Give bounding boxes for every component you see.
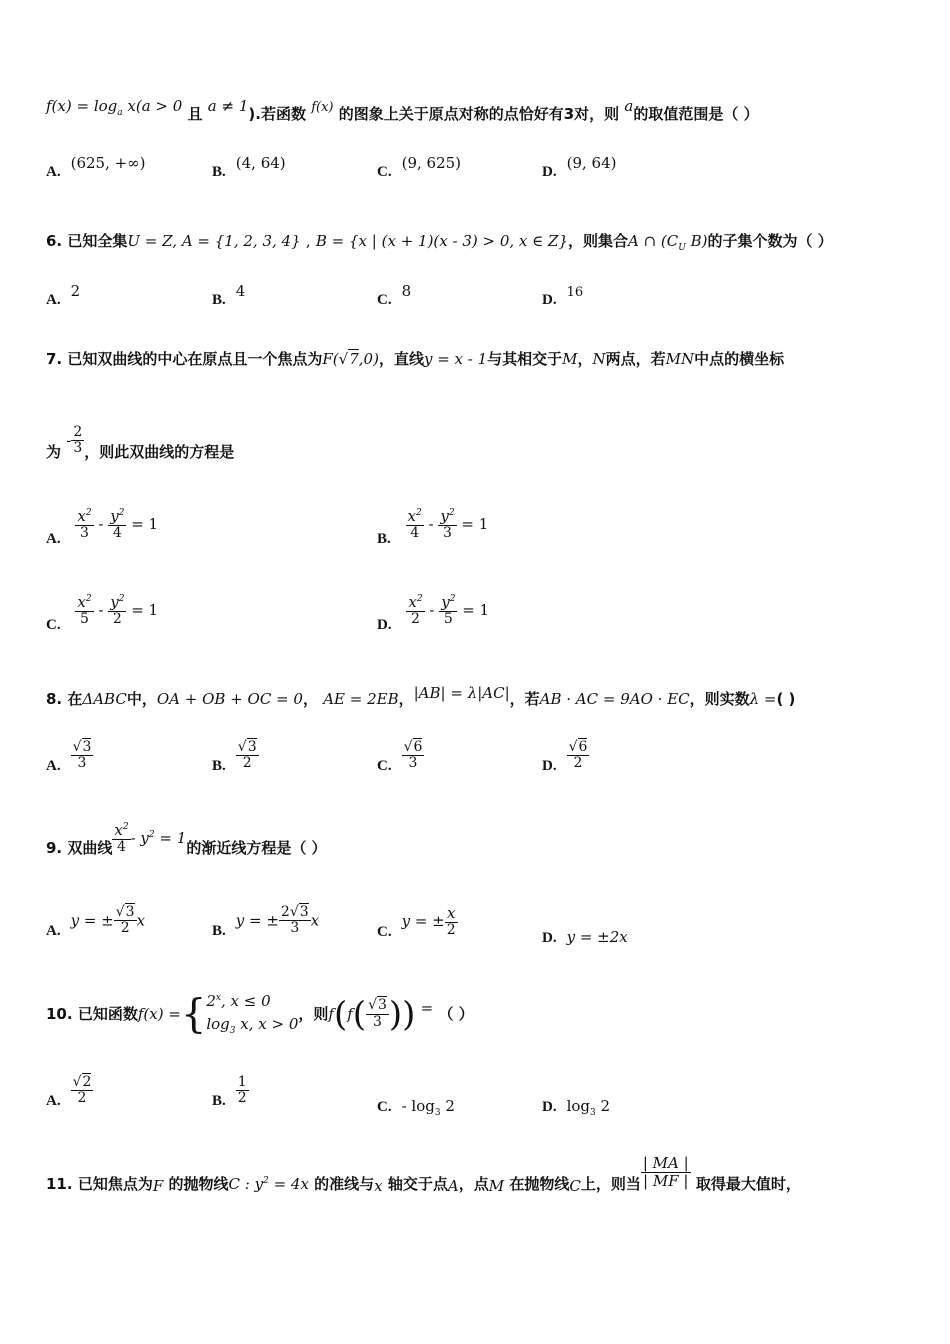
q7-option-d[interactable]: D. $\frac{x^2}{2}$ - $\frac{y^2}{5}$ = 1 xyxy=(377,593,490,633)
q7-option-c[interactable]: C. $\frac{x^2}{5}$ - $\frac{y^2}{2}$ = 1 xyxy=(46,593,159,633)
q10-option-a[interactable]: A. $\frac{√2}{2}$ xyxy=(46,1074,92,1110)
question-5-stem: $f(x) = \log_a x(a > 0$ 且 a ≠ 1).若函数 f(x) 的图象上关于原点对称的点恰好有3对，则 a的取值范围是（ ） xyxy=(46,97,759,123)
q11-number: 11. xyxy=(46,1174,73,1193)
q6-option-c[interactable]: C. 8 xyxy=(377,282,412,308)
q9-option-d[interactable]: D. y = ±2x xyxy=(542,928,628,946)
q5-option-b[interactable]: B. (4, 64) xyxy=(212,154,286,180)
q7-number: 7. xyxy=(46,350,63,368)
q6-option-d[interactable]: D. 16 xyxy=(542,285,584,308)
q5-option-c[interactable]: C. (9, 625) xyxy=(377,154,462,180)
q10-option-d[interactable]: D. $\log_3 2$ xyxy=(542,1097,611,1118)
q6-option-a[interactable]: A. 2 xyxy=(46,282,81,308)
q10-number: 10. xyxy=(46,1004,73,1023)
question-8-stem: 8. 在ΔABC中，OA + OB + OC = 0， AE = 2EB，|AB| = λ|AC|，若AB · AC = 9AO · EC，则实数λ =( ) xyxy=(46,684,796,708)
q10-option-b[interactable]: B. $\frac{1}{2}$ xyxy=(212,1074,247,1110)
q6-number: 6. xyxy=(46,232,63,250)
q8-option-d[interactable]: D. $\frac{√6}{2}$ xyxy=(542,739,588,775)
q5-option-d[interactable]: D. (9, 64) xyxy=(542,154,617,180)
question-9-stem: 9. 双曲线 $\frac{x^2}{4}$ - $y^2 = 1$的渐近线方程是（ ） xyxy=(46,821,327,857)
question-6-stem: 6. 已知全集U = Z, A = {1, 2, 3, 4} , B = {x | (x + 1)(x - 3) > 0, x ∈ Z}，则集合A ∩ ($C_U$ B)的子集个数为（ ） xyxy=(46,232,833,253)
q8-option-c[interactable]: C. $\frac{√6}{3}$ xyxy=(377,739,423,775)
q9-option-a[interactable]: A.y = ± $\frac{√3}{2}$ x xyxy=(46,904,146,940)
q8-number: 8. xyxy=(46,690,63,708)
question-11-stem: 11. 已知焦点为F 的抛物线C : $y^2 = 4x$ 的准线与x 轴交于点A，点M 在抛物线C上，则当 $\frac{| MA |}{| MF |}$ 取得最大值时， xyxy=(46,1154,801,1195)
question-7-stem-line2: 为 - $\frac{2}{3}$ ，则此双曲线的方程是 xyxy=(46,424,235,462)
q9-option-c[interactable]: C.y = ± $\frac{x}{2}$ xyxy=(377,904,456,940)
q6-option-b[interactable]: B. 4 xyxy=(212,282,246,308)
q9-number: 9. xyxy=(46,838,63,857)
q8-option-a[interactable]: A. $\frac{√3}{3}$ xyxy=(46,739,92,775)
q5-option-a[interactable]: A. (625, +∞) xyxy=(46,154,146,180)
question-7-stem: 7. 已知双曲线的中心在原点且一个焦点为F(√7,0)，直线y = x - 1与其相交于M，N两点，若MN中点的横坐标 xyxy=(46,350,785,368)
q8-option-b[interactable]: B. $\frac{√3}{2}$ xyxy=(212,739,257,775)
q10-option-c[interactable]: C. - $\log_3 2$ xyxy=(377,1097,455,1118)
q9-option-b[interactable]: B.y = ± $\frac{2√3}{3}$ x xyxy=(212,904,320,940)
q7-option-b[interactable]: B. $\frac{x^2}{4}$ - $\frac{y^2}{3}$ = 1 xyxy=(377,507,489,547)
q7-option-a[interactable]: A. $\frac{x^2}{3}$ - $\frac{y^2}{4}$ = 1 xyxy=(46,507,159,547)
question-10-stem: 10. 已知函数$f(x) =\{2^x$, x ≤ 0 $\log_3 x$, x > 0，则f(f( $\frac{√3}{3}$ )) = （ ） xyxy=(46,991,474,1038)
